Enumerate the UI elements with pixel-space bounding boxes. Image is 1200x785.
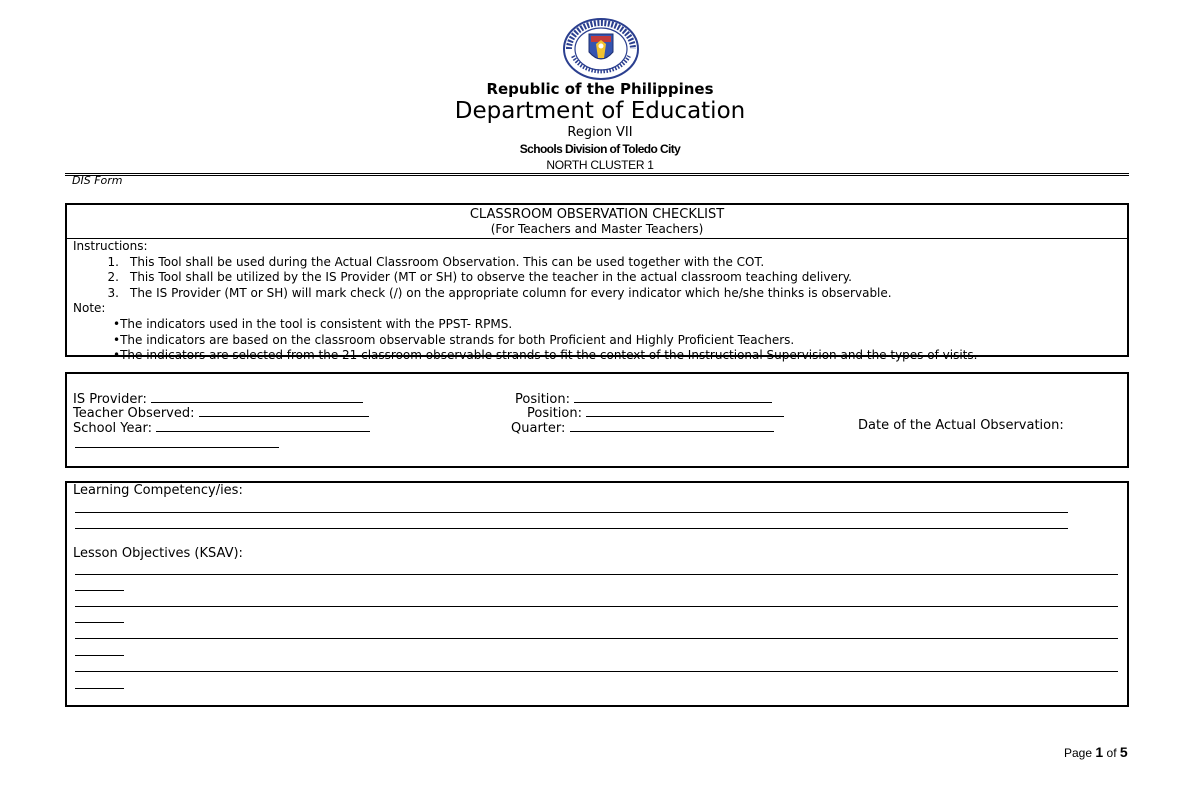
objectives-line[interactable]	[75, 574, 1118, 575]
school-year-blank[interactable]	[156, 418, 370, 432]
quarter-blank[interactable]	[570, 418, 774, 432]
lesson-objectives-label: Lesson Objectives (KSAV):	[73, 546, 243, 561]
checklist-title: CLASSROOM OBSERVATION CHECKLIST	[469, 207, 725, 222]
quarter-label: Quarter:	[511, 421, 566, 436]
instruction-item	[73, 255, 977, 271]
instruction-number: 1.	[107, 254, 119, 269]
learning-competency-label: Learning Competency/ies:	[73, 483, 243, 498]
region-heading: Region VII	[567, 125, 633, 140]
position-label: Position:	[515, 392, 570, 407]
objectives-line[interactable]	[75, 671, 1118, 672]
note-item: •The indicators are based on the classroom observable strands for both Proficient and Highly Proficient Teachers.	[113, 332, 795, 347]
note-label: Note:	[73, 301, 106, 316]
objectives-line[interactable]	[75, 606, 1118, 607]
objectives-line[interactable]	[75, 655, 124, 656]
republic-heading: Republic of the Philippines	[486, 80, 714, 98]
of-word: of	[1106, 746, 1117, 760]
instruction-text: This Tool shall be utilized by the IS Provider (MT or SH) to observe the teacher in the actual classroom teaching delivery.	[130, 270, 852, 285]
competency-line[interactable]	[75, 512, 1068, 513]
note-item: •The indicators used in the tool is consistent with the PPST- RPMS.	[113, 316, 513, 331]
note-item: •The indicators are selected from the 21 classroom observable strands to fit the context of the Instructional Supervision and the types of visits.	[113, 348, 978, 363]
deped-seal-logo	[563, 18, 639, 80]
date-actual-observation-blank[interactable]	[75, 447, 279, 448]
teacher-observed-label: Teacher Observed:	[73, 406, 195, 421]
page-word: Page	[1064, 746, 1093, 760]
checklist-subtitle: (For Teachers and Master Teachers)	[490, 222, 704, 236]
checklist-header	[67, 205, 1127, 239]
objectives-line[interactable]	[75, 622, 124, 623]
instruction-text: This Tool shall be used during the Actual Classroom Observation. This can be used together with the COT.	[130, 254, 765, 269]
is-provider-blank[interactable]	[151, 389, 363, 403]
checklist-instructions-box	[65, 203, 1129, 363]
header-divider	[65, 173, 1129, 174]
school-year-field[interactable]	[73, 418, 370, 436]
lesson-box	[65, 481, 1129, 707]
school-year-label: School Year:	[73, 421, 152, 436]
observation-details-box	[65, 372, 1129, 468]
header-divider	[65, 175, 1129, 176]
position-blank[interactable]	[574, 389, 772, 403]
competency-line[interactable]	[75, 528, 1068, 529]
date-actual-observation-label: Date of the Actual Observation:	[858, 418, 1064, 433]
form-label: DIS Form	[72, 174, 123, 187]
is-provider-label: IS Provider:	[73, 392, 147, 407]
quarter-field[interactable]	[511, 418, 774, 436]
objectives-line[interactable]	[75, 590, 124, 591]
instruction-item	[73, 270, 977, 286]
instruction-number: 3.	[107, 285, 119, 300]
page-total: 5	[1119, 744, 1128, 760]
cluster-heading: NORTH CLUSTER 1	[546, 158, 654, 172]
instruction-number: 2.	[107, 270, 119, 285]
instructions-label: Instructions:	[73, 239, 148, 253]
position-label: Position:	[527, 406, 582, 421]
objectives-line[interactable]	[75, 688, 124, 689]
instruction-item	[73, 286, 977, 302]
objectives-line[interactable]	[75, 638, 1118, 639]
division-heading: Schools Division of Toledo City	[519, 142, 681, 156]
page-current: 1	[1095, 744, 1104, 760]
teacher-observed-blank[interactable]	[199, 403, 369, 417]
position-blank[interactable]	[586, 403, 784, 417]
department-heading: Department of Education	[454, 98, 746, 124]
instruction-text: The IS Provider (MT or SH) will mark check (/) on the appropriate column for every indicator which he/she thinks is observable.	[130, 285, 892, 300]
instructions-block	[73, 239, 977, 364]
page-number	[1064, 744, 1128, 760]
